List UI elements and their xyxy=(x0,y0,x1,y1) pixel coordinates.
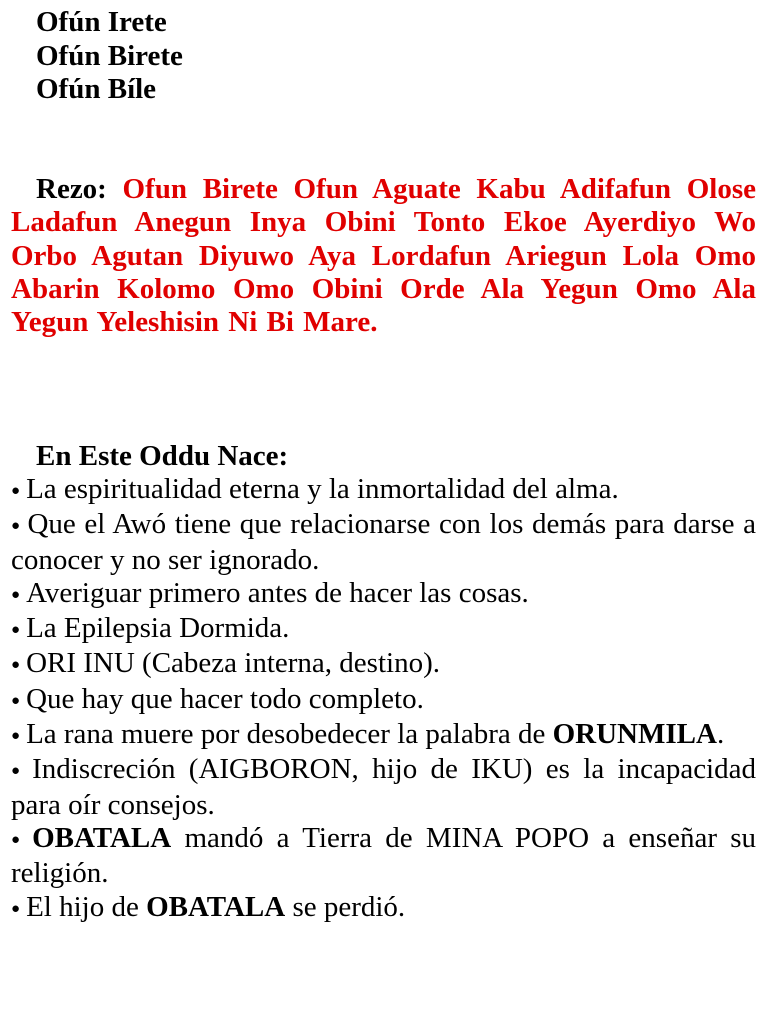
list-item-text: Que el Awó tiene que relacionarse con los demás para darse a conocer y no ser ignorado. xyxy=(11,508,756,576)
rezo-paragraph xyxy=(11,173,756,339)
list-item xyxy=(11,612,756,647)
oddu-names xyxy=(36,6,183,107)
list-item xyxy=(11,683,756,718)
oddu-name-3: Ofún Bíle xyxy=(36,73,157,105)
list-item-text: ORI INU (Cabeza interna, destino). xyxy=(26,647,440,680)
list-item-text: Averiguar primero antes de hacer las cosas. xyxy=(26,576,529,609)
list-item xyxy=(11,508,756,577)
bullet-icon: ● xyxy=(11,728,21,745)
bullet-icon: ● xyxy=(11,586,21,603)
births-list xyxy=(11,473,756,926)
bullet-icon: ● xyxy=(11,831,27,848)
bullet-icon: ● xyxy=(11,657,21,674)
oddu-name-1: Ofún Irete xyxy=(36,6,167,38)
list-item xyxy=(11,718,756,753)
list-item xyxy=(11,473,756,508)
oddu-name-2: Ofún Birete xyxy=(36,39,183,72)
list-item-text: Indiscreción (AIGBORON, hijo de IKU) es la incapacidad para oír consejos. xyxy=(11,753,756,821)
list-item-text: mandó a Tierra de MINA POPO a enseñar su religión. xyxy=(11,821,757,890)
list-item-text: La rana muere por desobedecer la palabra de xyxy=(26,718,553,751)
list-item-text: La espiritualidad eterna y la inmortalidad del alma. xyxy=(26,473,619,505)
bullet-icon: ● xyxy=(11,900,21,917)
obatala-bold: OBATALA xyxy=(32,821,172,854)
rezo-label: Rezo: xyxy=(36,173,107,205)
list-item xyxy=(11,647,756,682)
bullet-icon: ● xyxy=(11,483,21,499)
bullet-icon: ● xyxy=(11,692,21,709)
obatala-bold: OBATALA xyxy=(146,890,286,923)
section-heading: En Este Oddu Nace: xyxy=(36,440,289,472)
bullet-icon: ● xyxy=(11,622,21,639)
bullet-icon: ● xyxy=(11,518,22,535)
list-item xyxy=(11,822,756,891)
rezo-text: Ofun Birete Ofun Aguate Kabu Adifafun Olose Ladafun Anegun Inya Obini Tonto Ekoe Ayerdiyo Wo Orbo Agutan Diyuwo Aya Lordafun Ariegun Lola Omo Abarin Kolomo Omo Obini Orde Ala Yegun Omo Ala Yegun Yeleshisin Ni Bi Mare. xyxy=(11,173,757,339)
list-item-text: El hijo de xyxy=(26,890,147,923)
bullet-icon: ● xyxy=(11,763,27,780)
orunmila-bold: ORUNMILA xyxy=(552,718,717,751)
list-item-text: La Epilepsia Dormida. xyxy=(26,612,290,645)
list-item-text-end: se perdió. xyxy=(285,890,406,923)
list-item-text-end: . xyxy=(716,718,725,751)
list-item xyxy=(11,753,756,822)
list-item-text: Que hay que hacer todo completo. xyxy=(26,682,424,715)
list-item xyxy=(11,891,756,926)
list-item xyxy=(11,577,756,612)
